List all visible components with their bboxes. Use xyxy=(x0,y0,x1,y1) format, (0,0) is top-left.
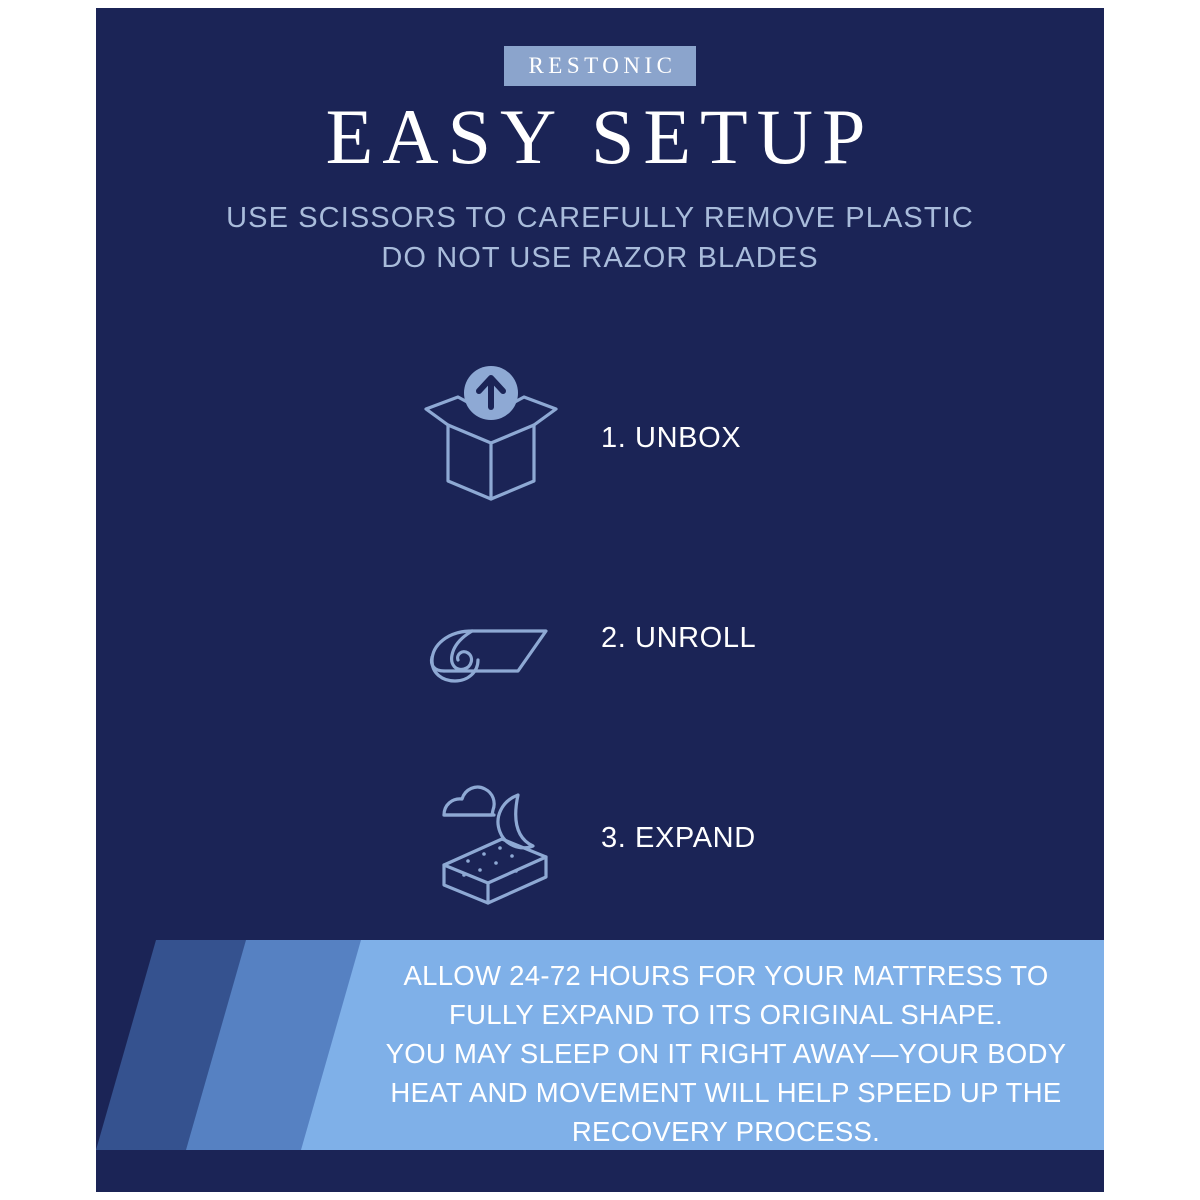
step-item xyxy=(96,338,1104,538)
footer-band xyxy=(96,940,1104,1150)
brand-logo: RESTONIC xyxy=(504,46,695,86)
step-item xyxy=(96,738,1104,938)
step-label: 2. UNROLL xyxy=(601,621,757,654)
poster-canvas xyxy=(96,8,1104,1192)
footer-line-5: RECOVERY PROCESS. xyxy=(571,1116,881,1148)
steps-list xyxy=(96,338,1104,938)
subtitle-line-2: DO NOT USE RAZOR BLADES xyxy=(381,242,819,275)
mattress-with-moon-and-cloud-icon xyxy=(406,753,576,923)
footer-line-4: HEAT AND MOVEMENT WILL HELP SPEED UP THE xyxy=(390,1077,1062,1109)
step-item xyxy=(96,538,1104,738)
footer-line-1: ALLOW 24-72 HOURS FOR YOUR MATTRESS TO xyxy=(403,960,1049,991)
page-title: EASY SETUP xyxy=(325,93,875,180)
step-label: 3. EXPAND xyxy=(601,821,756,854)
brand-header xyxy=(96,46,1104,86)
footer-line-3: YOU MAY SLEEP ON IT RIGHT AWAY—YOUR BODY xyxy=(385,1038,1067,1070)
page-subtitle xyxy=(96,198,1104,278)
subtitle-line-1: USE SCISSORS TO CAREFULLY REMOVE PLASTIC xyxy=(226,202,974,234)
rolled-mattress-icon xyxy=(406,553,576,723)
footer-line-2: FULLY EXPAND TO ITS ORIGINAL SHAPE. xyxy=(448,999,1004,1031)
step-label: 1. UNBOX xyxy=(601,421,742,454)
footer-text xyxy=(366,956,1086,1150)
open-box-with-up-arrow-icon xyxy=(406,353,576,523)
